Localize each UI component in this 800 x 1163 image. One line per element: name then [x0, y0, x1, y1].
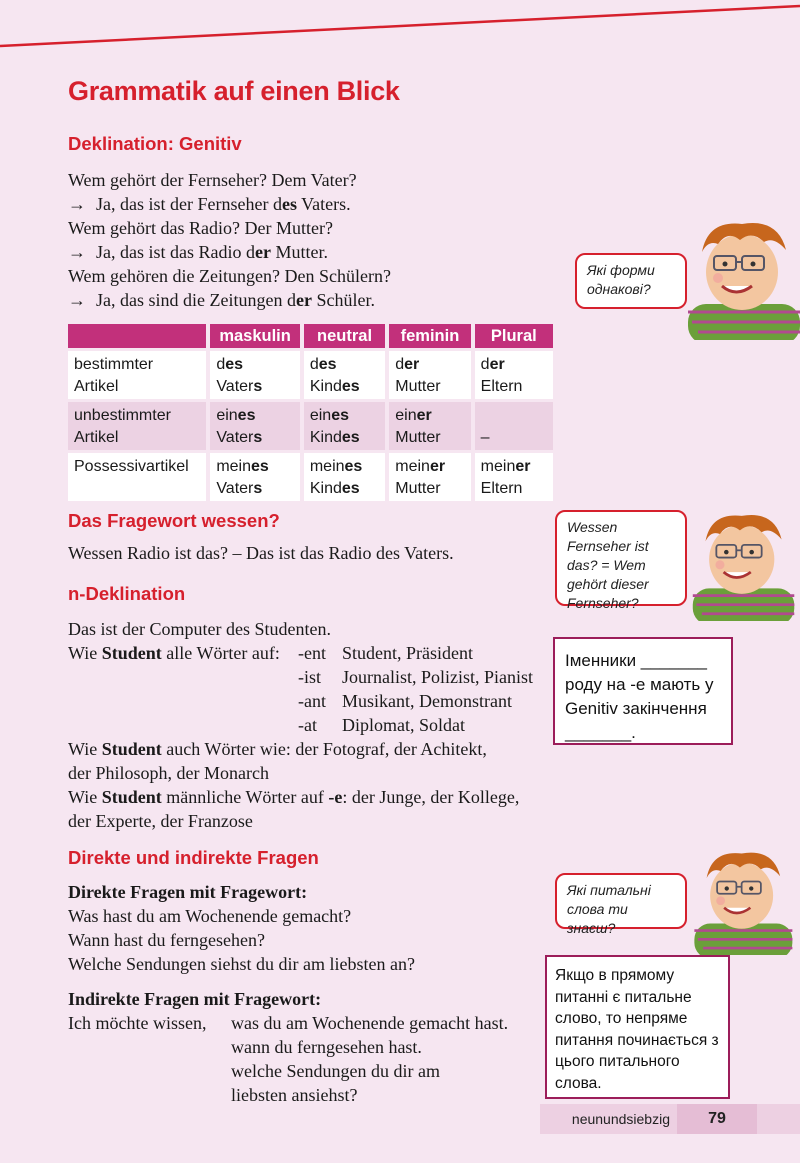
- list-item: welche Sendungen du dir am: [231, 1061, 440, 1081]
- section-heading-n-deklination: n-Deklination: [68, 583, 186, 604]
- subheading: Direkte Fragen mit Fragewort:: [68, 882, 308, 902]
- section-heading-genitiv: Deklination: Genitiv: [68, 133, 242, 154]
- speech-bubble: Wessen Fernseher ist das? = Wem gehört dieser Fernseher?: [555, 510, 687, 606]
- n-deklination-block: [68, 617, 533, 833]
- example-question: Wem gehören die Zeitungen? Den Schülern?: [68, 266, 391, 286]
- ending-list: [68, 641, 533, 737]
- direct-questions: [68, 880, 415, 976]
- list-item: was du am Wochenende gemacht hast.: [231, 1013, 509, 1033]
- table-cell: der Eltern: [473, 350, 553, 401]
- table-cell: meiner Eltern: [473, 452, 553, 502]
- list-item: Wie Student alle Wörter auf: -ent Student, Präsident: [68, 643, 473, 663]
- list-item: Was hast du am Wochenende gemacht?: [68, 906, 352, 926]
- table-cell: eines Kindes: [302, 401, 387, 452]
- genitiv-examples: [68, 168, 391, 312]
- list-item: Wann hast du ferngesehen?: [68, 930, 265, 950]
- column-header: feminin: [387, 324, 472, 350]
- example-question: Wem gehört der Fernseher? Dem Vater?: [68, 170, 357, 190]
- table-cell: meines Kindes: [302, 452, 387, 502]
- arrow-icon: →: [68, 290, 86, 310]
- table-cell: des Vaters: [208, 350, 302, 401]
- row-label: bestimmter Artikel: [68, 350, 208, 401]
- example-answer: → Ja, das ist das Radio der Mutter.: [68, 242, 328, 262]
- page-number: 79: [677, 1104, 757, 1134]
- table-cell: eines Vaters: [208, 401, 302, 452]
- note-box: Якщо в прямому питанні є питальне слово, то непряме питання починається з цього питального слова.: [545, 955, 730, 1099]
- top-divider-line: [0, 0, 800, 60]
- list-item: -ant Musikant, Demonstrant: [298, 691, 512, 711]
- row-label: unbestimmter Artikel: [68, 401, 208, 452]
- list-item: -ist Journalist, Polizist, Pianist: [298, 667, 534, 687]
- intro-text: Das ist der Computer des Studenten.: [68, 619, 331, 639]
- genitiv-declension-table: [68, 324, 553, 501]
- table-corner: [68, 324, 208, 350]
- section-heading-fragen: Direkte und indirekte Fragen: [68, 847, 319, 868]
- row-label: Possessivartikel: [68, 452, 208, 502]
- arrow-icon: →: [68, 194, 86, 214]
- list-item: -at Diplomat, Soldat: [298, 715, 465, 735]
- speech-bubble: Які питальні слова ти знаєш?: [555, 873, 687, 929]
- table-cell: –: [473, 401, 553, 452]
- page-title: Grammatik auf einen Blick: [68, 76, 400, 106]
- table-row: [68, 452, 553, 502]
- table-cell: des Kindes: [302, 350, 387, 401]
- table-cell: meines Vaters: [208, 452, 302, 502]
- wessen-example: Wessen Radio ist das? – Das ist das Radio des Vaters.: [68, 543, 454, 563]
- boy-illustration-icon: [678, 505, 800, 621]
- column-header: Plural: [473, 324, 553, 350]
- example-question: Wem gehört das Radio? Der Mutter?: [68, 218, 333, 238]
- example-answer: → Ja, das sind die Zeitungen der Schüler.: [68, 290, 375, 310]
- page-number-word: neunundsiebzig: [571, 1111, 670, 1127]
- table-cell: der Mutter: [387, 350, 472, 401]
- rule-text: der Philosoph, der Monarch: [68, 763, 269, 783]
- indirect-lead: Ich möchte wissen,: [68, 1013, 207, 1033]
- boy-illustration-icon: [678, 843, 800, 955]
- boy-illustration-icon: [678, 212, 800, 340]
- table-cell: einer Mutter: [387, 401, 472, 452]
- subheading: Indirekte Fragen mit Fragewort:: [68, 989, 322, 1009]
- arrow-icon: →: [68, 242, 86, 262]
- example-answer: → Ja, das ist der Fernseher des Vaters.: [68, 194, 351, 214]
- list-item: wann du ferngesehen hast.: [231, 1037, 422, 1057]
- table-cell: meiner Mutter: [387, 452, 472, 502]
- speech-bubble: Які форми однакові?: [575, 253, 687, 309]
- table-row: [68, 401, 553, 452]
- rule-text: Wie Student auch Wörter wie: der Fotograf, der Achitekt,: [68, 739, 487, 759]
- section-heading-wessen: Das Fragewort wessen?: [68, 510, 280, 531]
- rule-text: Wie Student männliche Wörter auf -e: der Junge, der Kollege,: [68, 787, 520, 807]
- note-box: Іменники _______ роду на -е мають у Genitiv закінчення _______.: [553, 637, 733, 745]
- column-header: neutral: [302, 324, 387, 350]
- table-row: [68, 350, 553, 401]
- indirect-list: [231, 1011, 508, 1107]
- list-item: liebsten ansiehst?: [231, 1085, 358, 1105]
- rule-text: der Experte, der Franzose: [68, 811, 253, 831]
- list-item: Welche Sendungen siehst du dir am liebsten an?: [68, 954, 415, 974]
- column-header: maskulin: [208, 324, 302, 350]
